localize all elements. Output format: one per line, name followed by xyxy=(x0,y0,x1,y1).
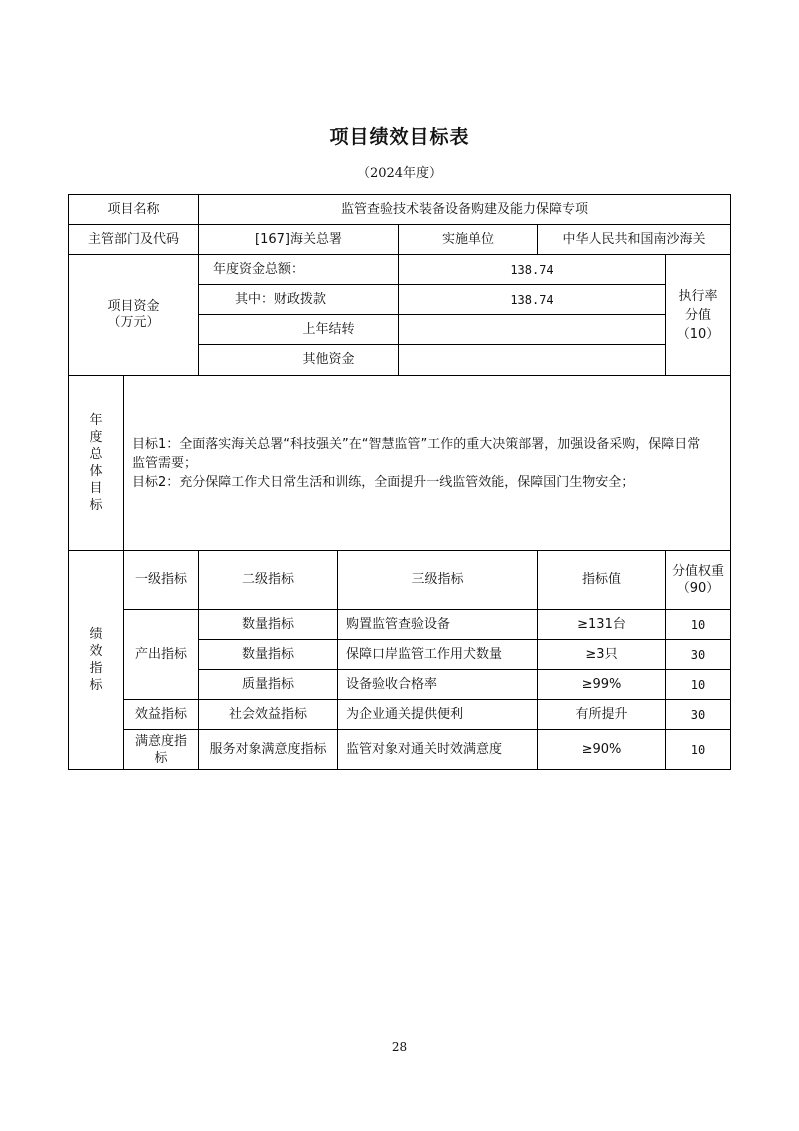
header-indicator-value: 指标值 xyxy=(581,572,621,587)
goal-1: 目标1：全面落实海关总署“科技强关”在“智慧监管”工作的重大决策部署，加强设备采购，保障日常监管需要； xyxy=(132,436,701,471)
project-funds-label xyxy=(69,255,198,375)
annual-goals-label: 年度总体目标 xyxy=(89,413,103,513)
execution-rate-line1: 执行率 xyxy=(678,288,718,304)
project-funds-label-line1: 项目资金 xyxy=(107,299,160,314)
group-satisfaction: 满意度指标 xyxy=(134,733,187,766)
indicator-row-value: 有所提升 xyxy=(575,706,628,722)
indicator-row-weight: 30 xyxy=(690,707,706,722)
annual-goals-content xyxy=(124,376,730,550)
indicator-row-level2: 数量指标 xyxy=(241,646,294,662)
performance-indicators-label-cell xyxy=(69,551,123,769)
indicator-row-level3: 购置监管查验设备 xyxy=(346,616,451,632)
indicator-row-level2: 服务对象满意度指标 xyxy=(209,742,327,757)
indicator-row-weight: 30 xyxy=(690,647,706,662)
indicator-row-level2: 数量指标 xyxy=(241,616,294,632)
goal-2: 目标2：充分保障工作犬日常生活和训练，全面提升一线监管效能，保障国门生物安全； xyxy=(132,474,635,490)
indicator-row-level2: 社会效益指标 xyxy=(228,706,307,722)
header-weight: 分值权重（90） xyxy=(672,564,725,596)
header-level1: 一级指标 xyxy=(134,572,187,587)
execution-rate-line2: 分值 xyxy=(684,307,711,323)
finance-allocation-label: 其中：财政拨款 xyxy=(235,291,327,307)
indicator-row-value: ≥131台 xyxy=(577,616,626,632)
implementing-unit-value: 中华人民共和国南沙海关 xyxy=(562,231,706,247)
project-funds-label-line2: （万元） xyxy=(107,315,160,330)
carryover-label: 上年结转 xyxy=(302,321,355,337)
project-name-label: 项目名称 xyxy=(107,201,160,217)
header-level3: 三级指标 xyxy=(411,572,464,587)
implementing-unit-label: 实施单位 xyxy=(441,231,494,247)
indicator-row-value: ≥90% xyxy=(581,741,622,757)
annual-total-label: 年度资金总额： xyxy=(213,261,305,277)
performance-indicators-label: 绩效指标 xyxy=(89,627,103,693)
department-label: 主管部门及代码 xyxy=(87,231,179,247)
header-level2: 二级指标 xyxy=(241,572,294,587)
indicator-row-value: ≥3只 xyxy=(585,646,618,662)
table-title: 项目绩效目标表 xyxy=(329,126,470,148)
indicator-row-level3: 为企业通关提供便利 xyxy=(346,706,464,722)
indicator-row-level2: 质量指标 xyxy=(241,676,294,692)
indicator-row-value: ≥99% xyxy=(581,676,622,692)
group-output: 产出指标 xyxy=(134,646,187,662)
execution-rate-line3: （10） xyxy=(676,326,720,342)
indicator-row-level3: 保障口岸监管工作用犬数量 xyxy=(346,646,503,662)
indicator-row-level3: 设备验收合格率 xyxy=(346,676,438,692)
execution-rate-score xyxy=(666,255,730,375)
finance-allocation-value: 138.74 xyxy=(510,292,554,307)
project-name-value: 监管查验技术装备设备购建及能力保障专项 xyxy=(340,201,588,217)
table-subtitle-year: （2024年度） xyxy=(356,166,443,181)
department-value: [167]海关总署 xyxy=(255,231,342,247)
group-benefit: 效益指标 xyxy=(134,706,187,722)
other-funds-label: 其他资金 xyxy=(302,352,355,367)
page-number: 28 xyxy=(391,1040,408,1054)
indicator-row-level3: 监管对象对通关时效满意度 xyxy=(346,741,503,757)
indicator-row-weight: 10 xyxy=(690,617,706,632)
indicator-row-weight: 10 xyxy=(690,742,706,757)
annual-total-value: 138.74 xyxy=(510,262,554,277)
indicator-row-weight: 10 xyxy=(690,677,706,692)
annual-goals-label-cell xyxy=(69,376,123,550)
